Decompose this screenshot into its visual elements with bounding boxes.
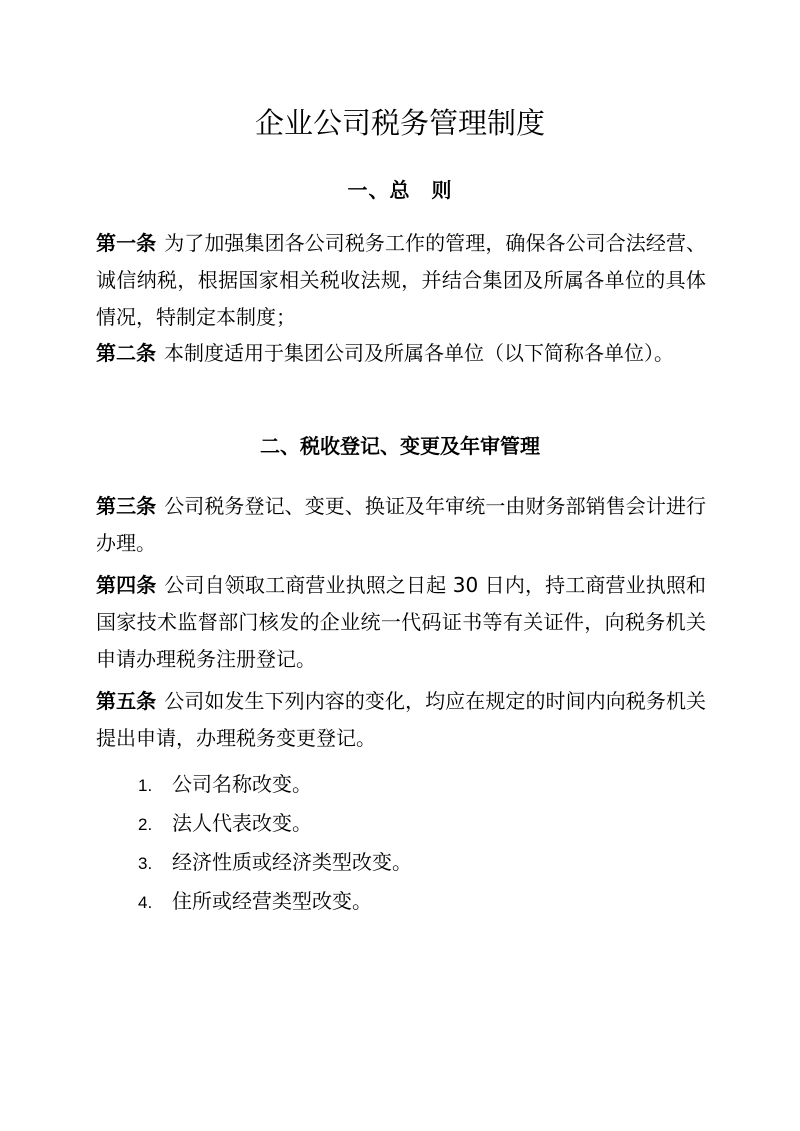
article-label: 第五条: [96, 689, 157, 713]
change-items-list: [138, 765, 698, 921]
list-item-number: 4.: [138, 893, 153, 912]
article-label: 第二条: [96, 341, 156, 365]
article-5: [96, 683, 706, 757]
list-item-text: 公司名称改变。: [172, 772, 312, 796]
article-3: [96, 488, 706, 562]
list-item-text: 经济性质或经济类型改变。: [172, 850, 412, 874]
article-4: [96, 567, 706, 678]
article-1: [96, 225, 706, 336]
article-text: 公司如发生下列内容的变化，均应在规定的时间内向税务机关提出申请，办理税务变更登记。: [96, 689, 707, 750]
article-text: 公司税务登记、变更、换证及年审统一由财务部销售会计进行办理。: [96, 494, 707, 555]
list-item-text: 住所或经营类型改变。: [172, 889, 372, 913]
document-title: 企业公司税务管理制度: [254, 106, 545, 140]
list-item-number: 1.: [138, 776, 153, 795]
list-item: [138, 843, 698, 882]
list-item: [138, 804, 698, 843]
list-item-number: 2.: [138, 815, 153, 834]
list-item: [138, 765, 698, 804]
list-item-number: 3.: [138, 854, 153, 873]
article-text: 公司自领取工商营业执照之日起 30 日内，持工商营业执照和国家技术监督部门核发的企业统一代码证书等有关证件，向税务机关申请办理税务注册登记。: [96, 573, 707, 671]
article-text: 为了加强集团各公司税务工作的管理，确保各公司合法经营、诚信纳税，根据国家相关税收法规，并结合集团及所属各单位的具体情况，特制定本制度；: [96, 231, 707, 329]
article-text: 本制度适用于集团公司及所属各单位（以下简称各单位）。: [164, 341, 674, 365]
section-heading-general: 一、总 则: [347, 178, 453, 202]
article-label: 第一条: [96, 231, 157, 255]
list-item-text: 法人代表改变。: [172, 811, 312, 835]
list-item: [138, 882, 698, 921]
article-label: 第三条: [96, 494, 157, 518]
section-heading-tax-registration: 二、税收登记、变更及年审管理: [260, 434, 540, 458]
article-label: 第四条: [96, 573, 157, 597]
article-2: [96, 335, 706, 372]
